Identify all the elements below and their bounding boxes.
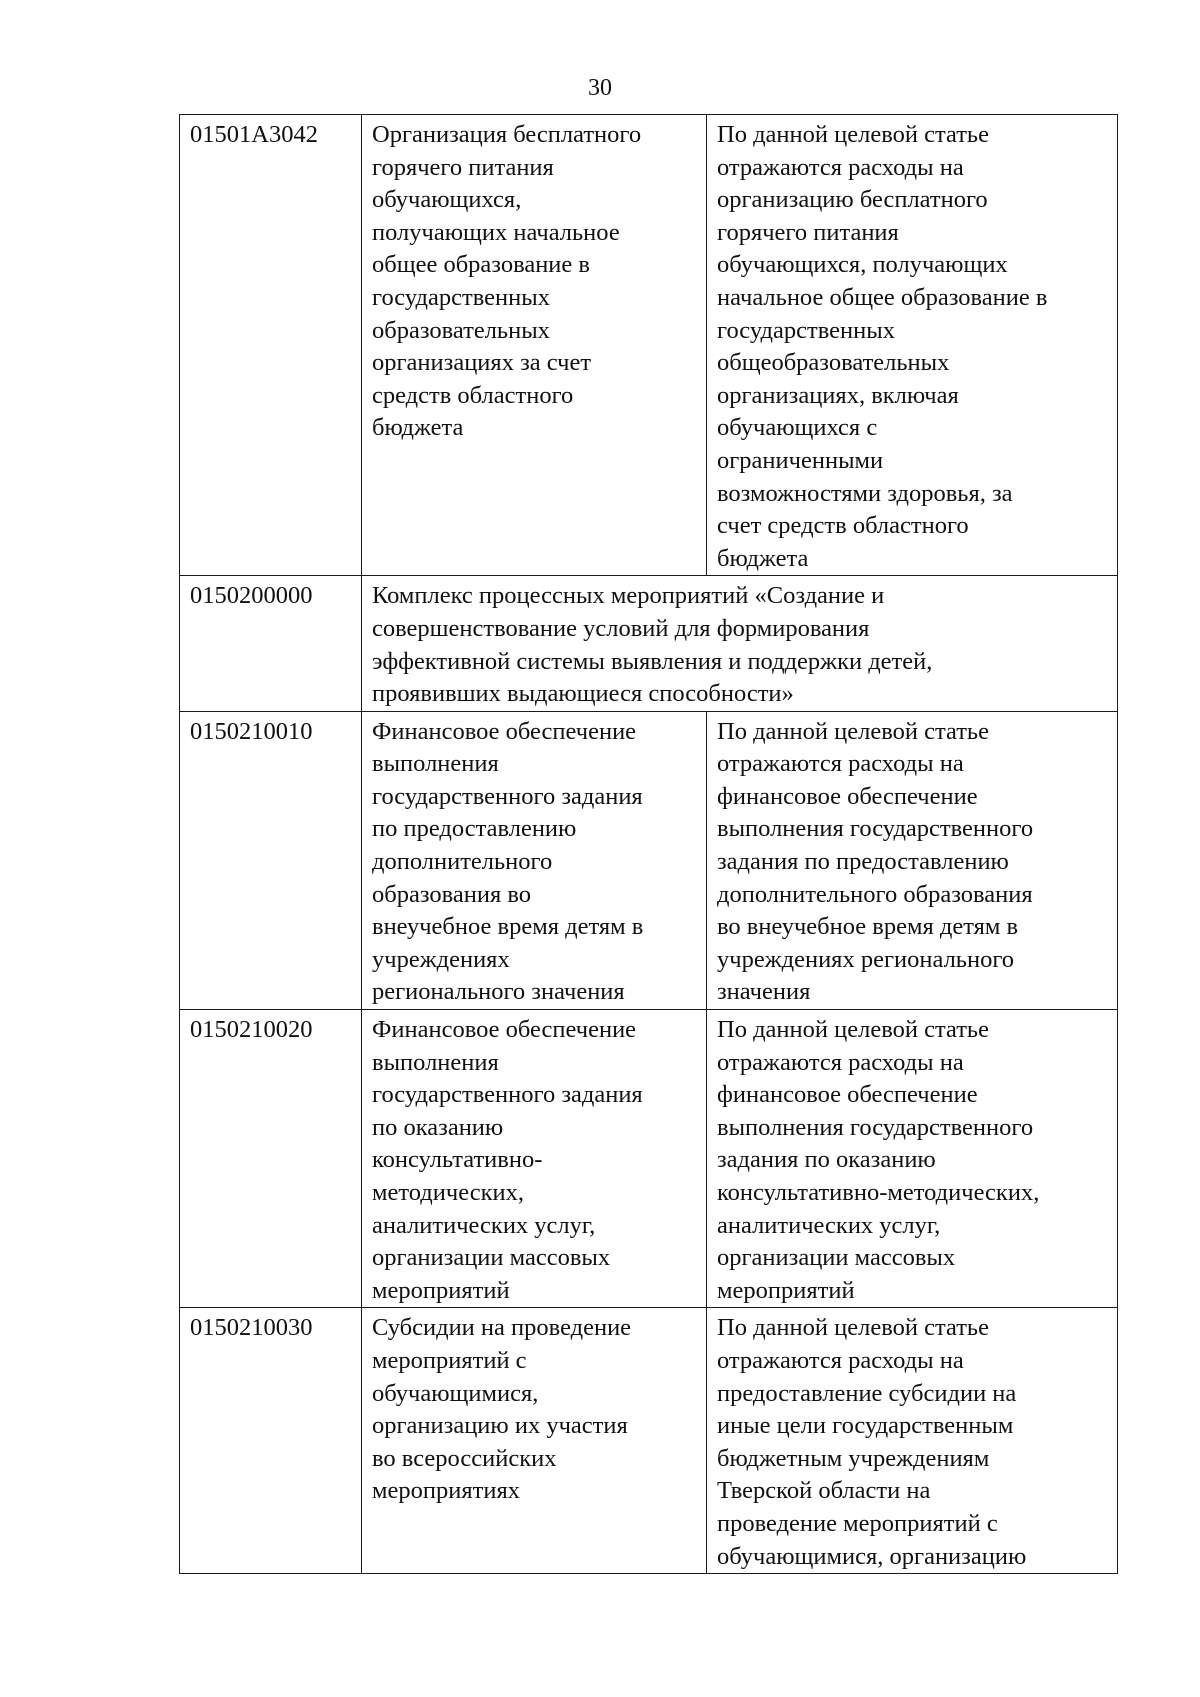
row-code-cell: 0150210030 bbox=[180, 1308, 362, 1574]
text-line: По данной целевой статье bbox=[717, 717, 989, 745]
text-line: значения bbox=[717, 978, 811, 1006]
text-line: отражаются расходы на bbox=[717, 1346, 964, 1374]
text-line: По данной целевой статье bbox=[717, 121, 989, 148]
text-line: обучающимися, bbox=[372, 1379, 539, 1407]
text-line: общее образование в bbox=[372, 251, 590, 279]
text-line: проявивших выдающиеся способности» bbox=[372, 680, 794, 708]
text-line: во всероссийских bbox=[372, 1444, 557, 1472]
page-number: 30 bbox=[588, 75, 612, 101]
text-line: выполнения государственного bbox=[717, 1113, 1034, 1141]
text-line: счет средств областного bbox=[717, 512, 969, 540]
text-line: обучающихся, получающих bbox=[717, 251, 1008, 279]
text-line: получающих начальное bbox=[372, 218, 620, 246]
text-line: выполнения государственного bbox=[717, 815, 1034, 843]
text-line: отражаются расходы на bbox=[717, 750, 964, 778]
text-line: проведение мероприятий с bbox=[717, 1509, 998, 1537]
table-row bbox=[180, 1010, 1118, 1308]
text-line: образования во bbox=[372, 880, 532, 908]
text-line: государственных bbox=[717, 316, 895, 344]
row-merged-title-cell bbox=[362, 576, 1118, 711]
row-description-cell bbox=[707, 1308, 1118, 1574]
text-line: Организация бесплатного bbox=[372, 121, 642, 148]
text-line: организациях за счет bbox=[372, 349, 592, 377]
text-line: Финансовое обеспечение bbox=[372, 1016, 637, 1044]
row-code-cell: 0150210010 bbox=[180, 711, 362, 1009]
table-row bbox=[180, 711, 1118, 1009]
row-code-cell: 01501A3042 bbox=[180, 115, 362, 576]
text-line: обучающихся с bbox=[717, 414, 878, 442]
row-name-cell bbox=[362, 1308, 707, 1574]
text-line: Комплекс процессных мероприятий «Создание и bbox=[372, 582, 885, 610]
text-line: По данной целевой статье bbox=[717, 1314, 989, 1342]
row-name-cell bbox=[362, 115, 707, 576]
text-line: отражаются расходы на bbox=[717, 1048, 964, 1076]
text-line: государственного задания bbox=[372, 782, 643, 810]
text-line: Финансовое обеспечение bbox=[372, 717, 637, 745]
text-line: дополнительного bbox=[372, 848, 553, 876]
text-line: организации массовых bbox=[372, 1244, 611, 1272]
text-line: организацию их участия bbox=[372, 1412, 628, 1440]
text-line: дополнительного образования bbox=[717, 880, 1033, 908]
text-line: ограниченными bbox=[717, 446, 884, 474]
text-line: обучающихся, bbox=[372, 186, 522, 214]
text-line: внеучебное время детям в bbox=[372, 913, 644, 941]
budget-classification-table bbox=[179, 114, 1118, 1574]
text-line: бюджета bbox=[717, 544, 809, 572]
text-line: государственных bbox=[372, 283, 550, 311]
text-line: отражаются расходы на bbox=[717, 153, 964, 181]
text-line: учреждениях регионального bbox=[717, 945, 1015, 973]
table-row bbox=[180, 1308, 1118, 1574]
text-line: организацию бесплатного bbox=[717, 186, 988, 214]
row-description-cell bbox=[707, 115, 1118, 576]
text-line: бюджета bbox=[372, 414, 464, 442]
text-line: горячего питания bbox=[717, 218, 899, 246]
row-name-cell bbox=[362, 1010, 707, 1308]
text-line: иные цели государственным bbox=[717, 1412, 1014, 1440]
text-line: эффективной системы выявления и поддержки детей, bbox=[372, 647, 933, 675]
row-description-cell bbox=[707, 711, 1118, 1009]
text-line: обучающимися, организацию bbox=[717, 1542, 1027, 1570]
text-line: По данной целевой статье bbox=[717, 1016, 989, 1044]
text-line: консультативно-методических, bbox=[717, 1179, 1040, 1206]
row-name-cell bbox=[362, 711, 707, 1009]
text-line: по оказанию bbox=[372, 1113, 504, 1141]
text-line: организации массовых bbox=[717, 1244, 956, 1272]
text-line: выполнения bbox=[372, 750, 499, 778]
text-line: государственного задания bbox=[372, 1081, 643, 1109]
text-line: средств областного bbox=[372, 381, 574, 409]
text-line: консультативно- bbox=[372, 1146, 543, 1174]
text-line: мероприятий bbox=[372, 1276, 510, 1304]
text-line: во внеучебное время детям в bbox=[717, 913, 1019, 941]
text-line: задания по предоставлению bbox=[717, 848, 1009, 876]
text-line: по предоставлению bbox=[372, 815, 577, 843]
text-line: задания по оказанию bbox=[717, 1146, 936, 1174]
text-line: аналитических услуг, bbox=[717, 1211, 941, 1239]
text-line: общеобразовательных bbox=[717, 349, 950, 377]
row-code-cell: 0150210020 bbox=[180, 1010, 362, 1308]
text-line: регионального значения bbox=[372, 978, 625, 1006]
table-row bbox=[180, 576, 1118, 711]
text-line: горячего питания bbox=[372, 153, 554, 181]
row-description-cell bbox=[707, 1010, 1118, 1308]
text-line: организациях, включая bbox=[717, 381, 959, 409]
text-line: образовательных bbox=[372, 316, 550, 344]
text-line: Субсидии на проведение bbox=[372, 1314, 632, 1342]
text-line: предоставление субсидии на bbox=[717, 1379, 1017, 1407]
text-line: мероприятиях bbox=[372, 1477, 520, 1505]
text-line: бюджетным учреждениям bbox=[717, 1444, 990, 1472]
text-line: мероприятий bbox=[717, 1276, 855, 1304]
text-line: аналитических услуг, bbox=[372, 1211, 596, 1239]
text-line: финансовое обеспечение bbox=[717, 1081, 978, 1109]
text-line: начальное общее образование в bbox=[717, 283, 1048, 311]
text-line: учреждениях bbox=[372, 945, 510, 973]
row-code-cell: 0150200000 bbox=[180, 576, 362, 711]
text-line: Тверской области на bbox=[717, 1477, 931, 1505]
text-line: возможностями здоровья, за bbox=[717, 479, 1013, 507]
text-line: выполнения bbox=[372, 1048, 499, 1076]
text-line: методических, bbox=[372, 1179, 524, 1206]
text-line: мероприятий с bbox=[372, 1346, 527, 1374]
table-row bbox=[180, 115, 1118, 576]
text-line: совершенствование условий для формирования bbox=[372, 614, 870, 642]
text-line: финансовое обеспечение bbox=[717, 782, 978, 810]
